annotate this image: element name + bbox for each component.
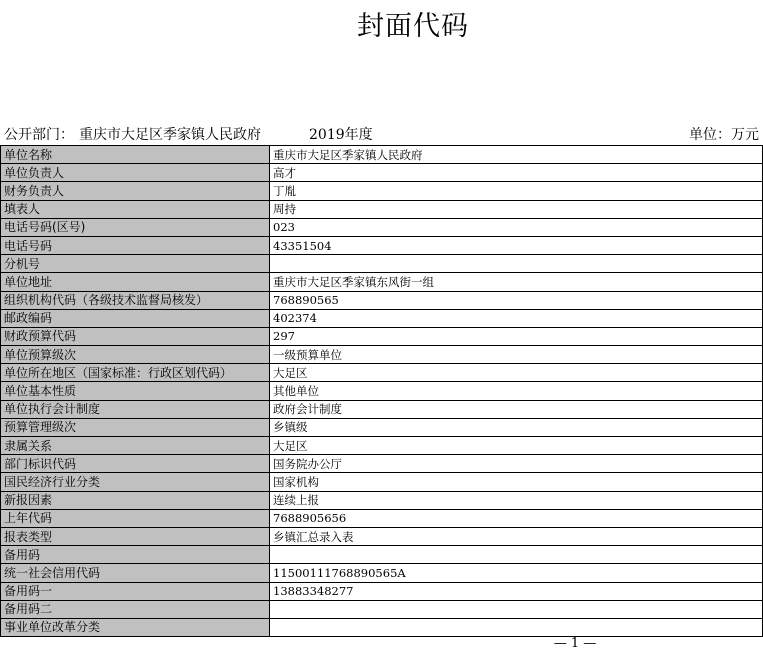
row-label: 财务负责人	[1, 182, 270, 200]
row-label: 预算管理级次	[1, 418, 270, 436]
row-label: 单位基本性质	[1, 382, 270, 400]
table-row	[1, 291, 763, 309]
row-label: 报表类型	[1, 527, 270, 545]
table-row	[1, 546, 763, 564]
table-row	[1, 327, 763, 345]
row-label: 组织机构代码（各级技术监督局核发）	[1, 291, 270, 309]
row-label: 隶属关系	[1, 437, 270, 455]
table-row	[1, 582, 763, 600]
row-value: 023	[270, 218, 763, 236]
row-value: 7688905656	[270, 509, 763, 527]
row-label: 部门标识代码	[1, 455, 270, 473]
dept-value: 重庆市大足区季家镇人民政府	[79, 127, 261, 143]
row-value: 重庆市大足区季家镇人民政府	[270, 146, 763, 164]
table-row	[1, 236, 763, 254]
cover-code-table	[0, 145, 763, 637]
row-value: 国务院办公厅	[270, 455, 763, 473]
row-label: 电话号码	[1, 236, 270, 254]
table-row	[1, 618, 763, 636]
row-value: 297	[270, 327, 763, 345]
row-label: 单位所在地区（国家标准：行政区划代码）	[1, 364, 270, 382]
row-value: 11500111768890565A	[270, 564, 763, 582]
row-label: 单位名称	[1, 146, 270, 164]
table-row	[1, 309, 763, 327]
row-value: 周持	[270, 200, 763, 218]
row-value: 丁胤	[270, 182, 763, 200]
row-label: 单位负责人	[1, 164, 270, 182]
table-row	[1, 182, 763, 200]
row-value: 国家机构	[270, 473, 763, 491]
row-label: 单位地址	[1, 273, 270, 291]
table-row	[1, 364, 763, 382]
dept-label: 公开部门：	[4, 127, 74, 143]
table-row	[1, 491, 763, 509]
row-value	[270, 255, 763, 273]
row-label: 上年代码	[1, 509, 270, 527]
page-title: 封面代码	[357, 11, 469, 42]
table-row	[1, 437, 763, 455]
row-value: 大足区	[270, 437, 763, 455]
row-label: 备用码一	[1, 582, 270, 600]
row-value	[270, 546, 763, 564]
table-row	[1, 509, 763, 527]
row-label: 分机号	[1, 255, 270, 273]
table-row	[1, 600, 763, 618]
row-label: 财政预算代码	[1, 327, 270, 345]
row-label: 电话号码(区号)	[1, 218, 270, 236]
row-value: 13883348277	[270, 582, 763, 600]
row-value: 43351504	[270, 236, 763, 254]
table-row	[1, 255, 763, 273]
row-label: 备用码	[1, 546, 270, 564]
table-row	[1, 400, 763, 418]
row-value: 政府会计制度	[270, 400, 763, 418]
table-row	[1, 455, 763, 473]
table-row	[1, 164, 763, 182]
page-number: — 1 —	[553, 636, 597, 651]
row-value: 乡镇汇总录入表	[270, 527, 763, 545]
row-label: 邮政编码	[1, 309, 270, 327]
table-row	[1, 418, 763, 436]
row-label: 单位预算级次	[1, 346, 270, 364]
row-label: 新报因素	[1, 491, 270, 509]
table-row	[1, 273, 763, 291]
table-row	[1, 146, 763, 164]
row-label: 填表人	[1, 200, 270, 218]
row-value: 大足区	[270, 364, 763, 382]
table-row	[1, 382, 763, 400]
table-row	[1, 346, 763, 364]
row-value: 其他单位	[270, 382, 763, 400]
row-value: 768890565	[270, 291, 763, 309]
row-value: 一级预算单位	[270, 346, 763, 364]
fiscal-year: 2019年度	[309, 127, 373, 143]
row-value: 高才	[270, 164, 763, 182]
row-value: 402374	[270, 309, 763, 327]
row-value	[270, 618, 763, 636]
table-row	[1, 218, 763, 236]
table-row	[1, 473, 763, 491]
row-label: 国民经济行业分类	[1, 473, 270, 491]
row-label: 备用码二	[1, 600, 270, 618]
row-label: 事业单位改革分类	[1, 618, 270, 636]
table-row	[1, 564, 763, 582]
unit-label: 单位：万元	[689, 127, 759, 143]
row-value: 连续上报	[270, 491, 763, 509]
row-value	[270, 600, 763, 618]
table-row	[1, 200, 763, 218]
row-value: 重庆市大足区季家镇东风街一组	[270, 273, 763, 291]
row-label: 统一社会信用代码	[1, 564, 270, 582]
row-value: 乡镇级	[270, 418, 763, 436]
table-row	[1, 527, 763, 545]
row-label: 单位执行会计制度	[1, 400, 270, 418]
